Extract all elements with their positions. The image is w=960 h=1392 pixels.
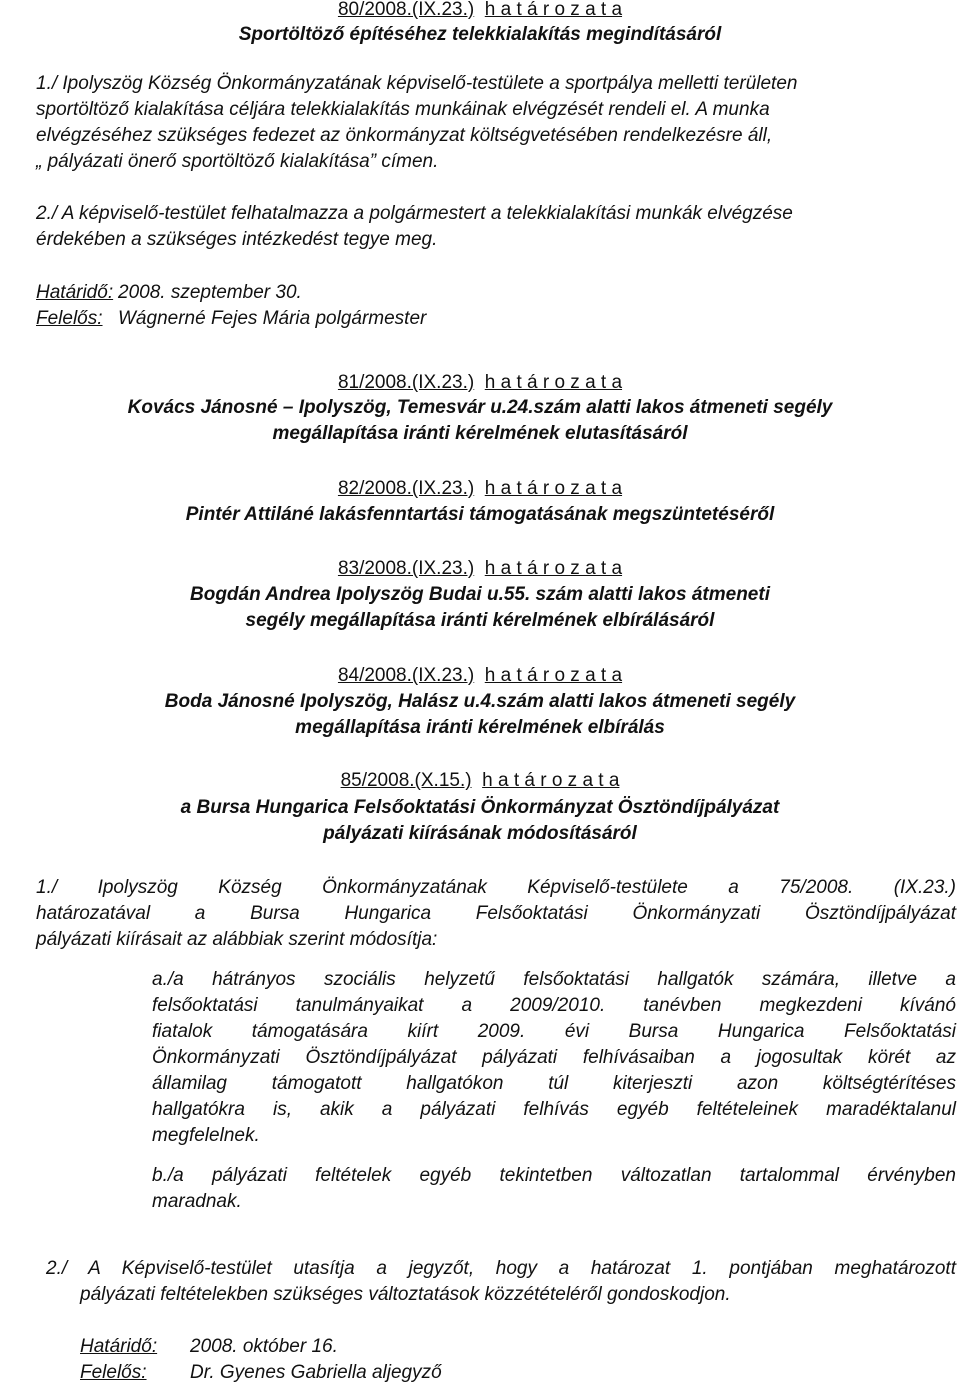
resolution-heading: [0, 0, 960, 23]
resolution-title: Pintér Attiláné lakásfenntartási támogatásának megszüntetéséről: [185, 504, 775, 525]
resolution-title: Sportöltöző építéséhez telekkialakítás megindításáról: [238, 24, 722, 45]
resolution-number: 80/2008.(IX.23.): [337, 0, 475, 20]
paragraph-line: maradnak.: [152, 1191, 242, 1212]
resolution-word: h a t á r o z a t a: [484, 558, 623, 579]
responsible-row: [80, 1360, 442, 1386]
resolution-title: megállapítása iránti kérelmének elutasításáról: [272, 423, 688, 444]
paragraph-line: 1./ Ipolyszög Község Önkormányzatának képviselő-testülete a sportpálya melletti területen: [36, 73, 798, 94]
paragraph-line: érdekében a szükséges intézkedést tegye meg.: [36, 229, 438, 250]
resolution-heading: [0, 663, 960, 689]
resolution-number: 81/2008.(IX.23.): [337, 372, 475, 393]
responsible-value: Dr. Gyenes Gabriella aljegyző: [190, 1362, 442, 1383]
paragraph-line: 2./ A képviselő-testület felhatalmazza a polgármestert a telekkialakítási munkák elvégzése: [36, 203, 793, 224]
paragraph-line: b./a pályázati feltételek egyéb tekintetben változatlan tartalommal érvényben: [152, 1165, 956, 1186]
resolution-heading: [0, 370, 960, 396]
resolution-heading: [0, 476, 960, 502]
paragraph-line: megfelelnek.: [152, 1125, 260, 1146]
resolution-title: Boda Jánosné Ipolyszög, Halász u.4.szám alatti lakos átmeneti segély: [164, 691, 796, 712]
resolution-number: 84/2008.(IX.23.): [337, 665, 475, 686]
resolution-word: h a t á r o z a t a: [484, 665, 623, 686]
paragraph-line: „ pályázati önerő sportöltöző kialakítása” címen.: [36, 151, 439, 172]
paragraph-line: 2./ A Képviselő-testület utasítja a jegyzőt, hogy a határozat 1. pontjában meghatározott: [46, 1258, 956, 1279]
paragraph-line: a./a hátrányos szociális helyzetű felsőoktatási hallgatók számára, illetve a: [152, 969, 956, 990]
resolution-word: h a t á r o z a t a: [482, 770, 620, 791]
paragraph-line: Önkormányzati Ösztöndíjpályázat pályázati felhívásaiban a jogosultak körét az: [152, 1047, 956, 1068]
resolution-title: megállapítása iránti kérelmének elbírálás: [295, 717, 665, 738]
resolution-word: h a t á r o z a t a: [484, 0, 623, 20]
deadline-label: Határidő:: [36, 282, 114, 303]
resolution-number: 82/2008.(IX.23.): [337, 478, 475, 499]
resolution-heading: [0, 556, 960, 582]
resolution-title: segély megállapítása iránti kérelmének elbírálásáról: [245, 610, 715, 631]
paragraph-line: 1./ Ipolyszög Község Önkormányzatának Képviselő-testülete a 75/2008. (IX.23.): [36, 877, 956, 898]
paragraph-line: elvégzéséhez szükséges fedezet az önkormányzat költségvetésében rendelkezésre áll,: [36, 125, 773, 146]
responsible-label: Felelős:: [80, 1362, 147, 1383]
responsible-label: Felelős:: [36, 308, 103, 329]
deadline-value: 2008. október 16.: [190, 1336, 338, 1357]
resolution-title: Bogdán Andrea Ipolyszög Budai u.55. szám alatti lakos átmeneti: [190, 584, 770, 605]
resolution-word: h a t á r o z a t a: [484, 478, 623, 499]
paragraph-line: pályázati feltételekben szükséges változtatások közzétételéről gondoskodjon.: [80, 1284, 731, 1305]
responsible-value: Wágnerné Fejes Mária polgármester: [118, 308, 427, 329]
resolution-title: a Bursa Hungarica Felsőoktatási Önkormányzat Ösztöndíjpályázat: [180, 797, 780, 818]
deadline-row: [36, 280, 302, 306]
paragraph-line: sportöltöző kialakítása céljára telekkialakítás munkáinak elvégzését rendeli el. A munka: [36, 99, 770, 120]
paragraph-line: fiatalok támogatására kiírt 2009. évi Bursa Hungarica Felsőoktatási: [152, 1021, 956, 1042]
paragraph-line: határozatával a Bursa Hungarica Felsőoktatási Önkormányzati Ösztöndíjpályázat: [36, 903, 956, 924]
resolution-title: pályázati kiírásának módosításáról: [323, 823, 637, 844]
paragraph-line: hallgatókra is, akik a pályázati felhívás egyéb feltételeinek maradéktalanul: [152, 1099, 956, 1120]
responsible-row: [36, 306, 426, 332]
resolution-word: h a t á r o z a t a: [484, 372, 623, 393]
deadline-row: [80, 1334, 338, 1360]
paragraph-line: államilag támogatott hallgatókon túl kiterjeszti azon költségtérítéses: [152, 1073, 956, 1094]
deadline-label: Határidő:: [80, 1336, 158, 1357]
paragraph-line: pályázati kiírásait az alábbiak szerint módosítja:: [36, 929, 438, 950]
resolution-number: 85/2008.(X.15.): [340, 770, 472, 791]
deadline-value: 2008. szeptember 30.: [118, 282, 302, 303]
resolution-heading: [0, 768, 960, 794]
resolution-number: 83/2008.(IX.23.): [337, 558, 475, 579]
paragraph-line: felsőoktatási tanulmányaikat a 2009/2010. tanévben megkezdeni kívánó: [152, 995, 956, 1016]
resolution-title: Kovács Jánosné – Ipolyszög, Temesvár u.24.szám alatti lakos átmeneti segély: [127, 397, 833, 418]
